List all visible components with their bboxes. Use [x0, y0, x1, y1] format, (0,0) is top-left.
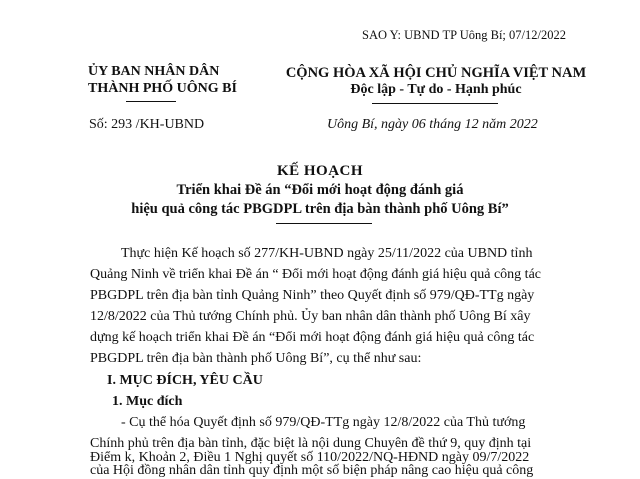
- intro-line-6: PBGDPL trên địa bàn thành phố Uông Bí”, cụ thể như sau:: [90, 351, 422, 366]
- document-type-title: KẾ HOẠCH: [276, 163, 364, 179]
- national-title: CỘNG HÒA XÃ HỘI CHỦ NGHĨA VIỆT NAM: [285, 65, 587, 81]
- purpose-line-4: của Hội đồng nhân dân tỉnh quy định một số biện pháp nâng cao hiệu quả công: [90, 463, 534, 478]
- motto-underline: [372, 103, 498, 104]
- subject-line-1: Triển khai Đề án “Đổi mới hoạt động đánh giá: [176, 182, 464, 198]
- subject-line-2: hiệu quả công tác PBGDPL trên địa bàn thành phố Uông Bí”: [131, 201, 509, 217]
- purpose-line-3: Điểm k, Khoản 2, Điều 1 Nghị quyết số 110/2022/NQ-HĐND ngày 09/7/2022: [90, 450, 530, 465]
- place-and-date: Uông Bí, ngày 06 tháng 12 năm 2022: [327, 117, 538, 132]
- intro-line-3: PBGDPL trên địa bàn tỉnh Quảng Ninh” theo Quyết định số 979/QĐ-TTg ngày: [90, 288, 535, 303]
- national-motto: Độc lập - Tự do - Hạnh phúc: [350, 82, 522, 97]
- organization-line-2: THÀNH PHỐ UÔNG BÍ: [88, 81, 237, 96]
- purpose-line-1: - Cụ thể hóa Quyết định số 979/QĐ-TTg ngày 12/8/2022 của Thủ tướng: [121, 415, 526, 430]
- subsection-heading-purpose: 1. Mục đích: [112, 394, 183, 409]
- organization-underline: [126, 101, 176, 102]
- copy-certification-note: SAO Y: UBND TP Uông Bí; 07/12/2022: [362, 28, 566, 42]
- intro-line-5: dựng kế hoạch triển khai Đề án “Đổi mới hoạt động đánh giá hiệu quả công tác: [90, 330, 535, 345]
- intro-line-4: 12/8/2022 của Thủ tướng Chính phủ. Ủy ban nhân dân thành phố Uông Bí xây: [90, 309, 531, 324]
- intro-line-2: Quảng Ninh về triển khai Đề án “ Đổi mới hoạt động đánh giá hiệu quả công tác: [90, 267, 542, 282]
- issuing-organization: [88, 63, 237, 97]
- intro-line-1: Thực hiện Kế hoạch số 277/KH-UBND ngày 25/11/2022 của UBND tỉnh: [121, 246, 533, 261]
- organization-line-1: ỦY BAN NHÂN DÂN: [88, 64, 220, 79]
- document-number: Số: 293 /KH-UBND: [89, 117, 205, 132]
- section-heading-purpose-requirements: I. MỤC ĐÍCH, YÊU CẦU: [107, 373, 263, 388]
- purpose-line-2: Chính phủ trên địa bàn tỉnh, đặc biệt là nội dung Chuyên đề thứ 9, quy định tại: [90, 436, 532, 451]
- subject-underline: [276, 223, 372, 224]
